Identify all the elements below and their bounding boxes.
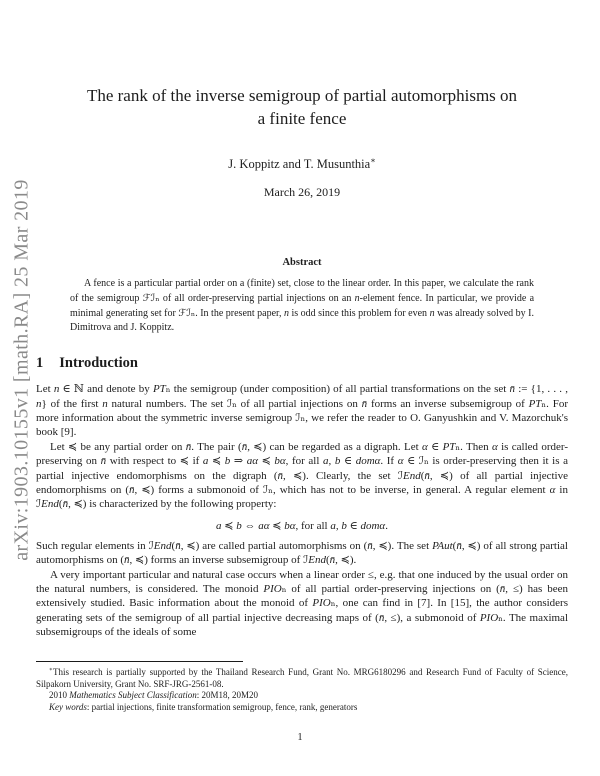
abstract-heading: Abstract [282, 257, 322, 268]
intro-paragraph-4: A very important particular and natural case occurs when a linear order ≤, e.g. that one induced by the usual order on the natural numbers, is considered. The monoid PIOₙ of all partial order-preserving injections on (n̄, ≤) has been extensively studied. Basic information about the monoid of PIOₙ, one can find in [7]. In [15], the author considers generating sets of the semigroup of all partial injective decreasing maps of (n̄, ≤), a submonoid of PIOₙ. The maximal subsemigroups of the ideals of some [36, 568, 568, 639]
title-line-1: The rank of the inverse semigroup of partial automorphisms on [86, 86, 518, 105]
section-title: Introduction [59, 355, 138, 372]
paper-date: March 26, 2019 [263, 185, 341, 199]
footnote-msc: 2010 Mathematics Subject Classification: 20M18, 20M20 [49, 690, 259, 701]
paper-title [36, 84, 568, 130]
arxiv-stamp: arXiv:1903.10155v1 [math.RA] 25 Mar 2019 [10, 179, 33, 561]
intro-paragraph-2: Let ≼ be any partial order on n̄. The pair (n̄, ≼) can be regarded as a digraph. Let α ∈ PTₙ. Then α is called order-preserving on n̄ with respect to ≼ if a ≼ b ⇒ aα ≼ bα, for all a, b ∈ domα. If α ∈ ℐₙ is order-preserving then it is a partial injective endomorphisms on the digraph (n̄, ≼). Clearly, the set ℐEnd(n̄, ≼) of all partial injective endomorphisms on (n̄, ≼) forms a submonoid of ℐₙ, which has not to be inverse, in general. A regular element α in ℐEnd(n̄, ≼) is characterized by the following property: [36, 440, 569, 511]
authors-line [36, 157, 568, 172]
section-heading-introduction [36, 355, 568, 372]
abstract-text: A fence is a particular partial order on a (finite) set, close to the linear order. In this paper, we calculate the rank of the semigroup ℱℐₙ of all order-preserving partial injections on an n-element fence. In particular, we provide a minimal generating set for ℱℐₙ. In the present paper, n is odd since this problem for even n was already solved by I. Dimitrova and J. Koppitz. [70, 278, 535, 334]
display-equation: a ≼ b ⇔ aα ≼ bα, for all a, b ∈ domα. [216, 519, 388, 532]
footnote-block [36, 661, 568, 714]
page-number: 1 [297, 732, 303, 743]
title-line-2: a finite fence [257, 109, 347, 128]
section-number: 1 [36, 355, 44, 372]
footnote-thanks: ∗This research is partially supported by the Thailand Research Fund, Grant No. MRG6180296 and Research Fund of Faculty of Science, Silpakorn University, Grant No. SRF-JRG-2561-08. [36, 666, 568, 689]
author-names: J. Koppitz and T. Musunthia [228, 157, 371, 171]
footnote-rule [36, 661, 243, 662]
intro-paragraph-3: Such regular elements in ℐEnd(n̄, ≼) are called partial automorphisms on (n̄, ≼). The set PAut(n̄, ≼) of all strong partial automorphisms on (n̄, ≼) forms an inverse subsemigroup of ℐEnd(n̄, ≼). [36, 539, 568, 567]
footnote-keywords: Key words: partial injections, finite transformation semigroup, fence, rank, generators [49, 702, 358, 713]
intro-paragraph-1: Let n ∈ ℕ and denote by PTₙ the semigroup (under composition) of all partial transformations on the set n̄ := {1, . . . , n} of the first n natural numbers. The set ℐₙ of all partial injections on n̄ forms an inverse subsemigroup of PTₙ. For more information about the symmetric inverse semigroup ℐₙ, we refer the reader to O. Ganyushkin and V. Mazorchuk's book [9]. [36, 383, 568, 439]
paper-content [0, 84, 600, 640]
author-footnote-marker: ∗ [370, 155, 376, 165]
